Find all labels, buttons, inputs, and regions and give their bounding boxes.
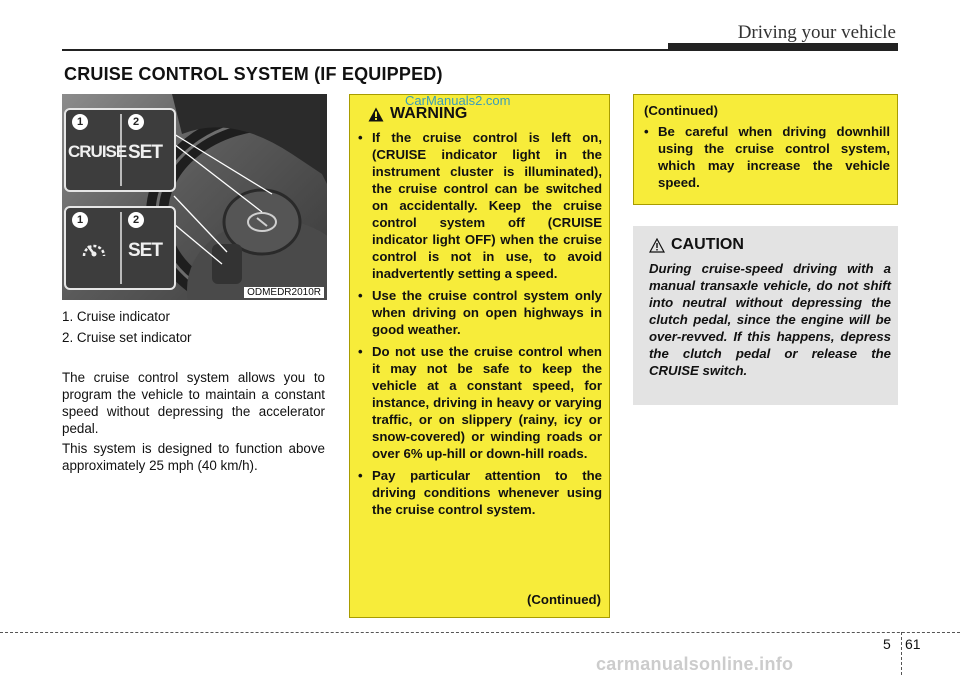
legend-item: 2. Cruise set indicator: [62, 330, 192, 345]
warning-item: • Use the cruise control system only when driving on open highways in good weather.: [358, 288, 602, 337]
page-section-number: 5: [883, 636, 891, 652]
cruise-control-figure: [62, 94, 327, 300]
caution-heading: [649, 236, 744, 254]
cruise-button-panel: [64, 108, 176, 192]
set-button-panel: [64, 206, 176, 290]
warning-item: • If the cruise control is left on, (CRUISE indicator light in the instrument cluster is illuminated), the cruise control can be switched on accidentally. Keep the cruise control system off (CRUISE indicator light OFF) when the cruise control is not in use, to avoid inadvertently setting a speed.: [358, 130, 602, 281]
warning-item: • Pay particular attention to the driving conditions whenever using the cruise control system.: [358, 468, 602, 517]
header-bar: [668, 43, 898, 51]
footer-rule: [0, 632, 960, 633]
page-number: 61: [905, 636, 921, 652]
watermark-bottom: carmanualsonline.info: [596, 654, 794, 674]
set-button-label: SET: [128, 142, 162, 163]
body-paragraph: The cruise control system allows you to program the vehicle to maintain a constant speed without depressing the accelerator pedal.: [62, 370, 325, 436]
indicator-number-2: 2: [128, 114, 144, 130]
section-title: CRUISE CONTROL SYSTEM (IF EQUIPPED): [64, 64, 443, 84]
warning-heading-text: WARNING: [390, 105, 468, 122]
warning-continued: (Continued): [527, 592, 601, 607]
caution-text: During cruise-speed driving with a manual transaxle vehicle, do not shift into neutral without depressing the clutch pedal, since the engine will be over-revved. If this happens, depress the clutch pedal or release the CRUISE switch.: [649, 261, 891, 378]
indicator-number-1: 1: [72, 114, 88, 130]
caution-heading-text: CAUTION: [671, 236, 744, 253]
speedometer-icon: [80, 236, 108, 264]
footer-divider: [901, 632, 902, 675]
header-title: Driving your vehicle: [737, 22, 896, 43]
warning-triangle-icon: [368, 107, 384, 122]
legend-item: 1. Cruise indicator: [62, 309, 170, 324]
caution-box: [633, 226, 898, 405]
figure-code: ODMEDR2010R: [244, 287, 324, 298]
caution-triangle-icon: [649, 238, 665, 253]
panel-divider: [120, 212, 122, 284]
set-button-label: SET: [128, 240, 162, 261]
watermark-top: CarManuals2.com: [405, 93, 511, 108]
figure-legend: [62, 308, 325, 346]
continued-item: • Be careful when driving downhill using the cruise control system, which may increase the vehicle speed.: [644, 124, 890, 190]
warning-list: [358, 129, 602, 523]
warning-item: • Do not use the cruise control when it may not be safe to keep the vehicle at a constant speed, for instance, driving in heavy or varying traffic, or on slippery (rainy, icy or snow-covered) or winding roads or over 6% up-hill or down-hill roads.: [358, 344, 602, 461]
continued-warning-box: [633, 94, 898, 205]
header-rule: [62, 49, 672, 51]
indicator-number-1: 1: [72, 212, 88, 228]
cruise-button-label: CRUISE: [68, 142, 127, 161]
warning-box: [349, 94, 610, 618]
continued-heading: (Continued): [644, 103, 718, 118]
indicator-number-2: 2: [128, 212, 144, 228]
body-paragraph: This system is designed to function above approximately 25 mph (40 km/h).: [62, 441, 325, 473]
